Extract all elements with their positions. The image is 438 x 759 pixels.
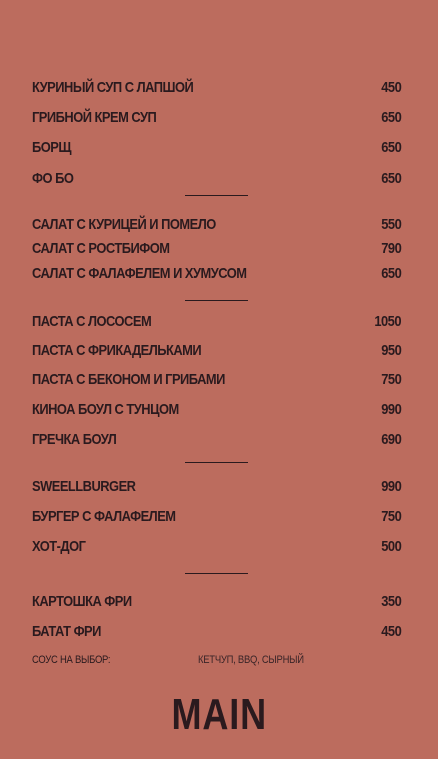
menu-item-name: БАТАТ ФРИ [32, 622, 101, 640]
menu-item-name: САЛАТ С РОСТБИФОМ [32, 239, 170, 257]
sauce-label: СОУС НА ВЫБОР: [32, 654, 111, 666]
menu-item [32, 506, 401, 526]
menu-item [32, 263, 401, 283]
menu-item-price: 650 [381, 138, 401, 156]
menu-item [32, 621, 401, 641]
menu-item [32, 536, 401, 556]
menu-item-price: 550 [381, 215, 401, 233]
menu-item-name: ПАСТА С БЕКОНОМ И ГРИБАМИ [32, 370, 225, 388]
menu-item-name: ПАСТА С ФРИКАДЕЛЬКАМИ [32, 341, 202, 359]
menu-item-name: ХОТ-ДОГ [32, 537, 86, 555]
section-divider [185, 195, 248, 196]
menu-item [32, 429, 401, 449]
sauce-options: КЕТЧУП, BBQ, СЫРНЫЙ [198, 654, 304, 666]
menu-item [32, 476, 401, 496]
menu-item-name: КУРИНЫЙ СУП С ЛАПШОЙ [32, 78, 194, 96]
menu-item-price: 990 [381, 400, 401, 418]
menu-item-price: 650 [381, 108, 401, 126]
menu-item-price: 500 [381, 537, 401, 555]
menu-title-text: MAIN [171, 690, 267, 739]
menu-item [32, 77, 401, 97]
menu-item-price: 650 [381, 169, 401, 187]
menu-item-price: 450 [381, 622, 401, 640]
menu-item-price: 750 [381, 370, 401, 388]
menu-item-price: 690 [381, 430, 401, 448]
menu-item [32, 168, 401, 188]
menu-item [32, 238, 401, 258]
menu-item-name: САЛАТ С ФАЛАФЕЛЕМ И ХУМУСОМ [32, 264, 247, 282]
menu-item-price: 650 [381, 264, 401, 282]
menu-item-name: БУРГЕР С ФАЛАФЕЛЕМ [32, 507, 176, 525]
sauce-choice [32, 654, 412, 670]
menu-item [32, 107, 401, 127]
menu-item [32, 340, 401, 360]
section-divider [185, 573, 248, 574]
menu-item-name: SWEELLBURGER [32, 477, 136, 495]
menu-item-name: САЛАТ С КУРИЦЕЙ И ПОМЕЛО [32, 215, 216, 233]
menu-item-price: 450 [381, 78, 401, 96]
menu-item-price: 1050 [374, 312, 401, 330]
menu-item-name: ГРИБНОЙ КРЕМ СУП [32, 108, 157, 126]
section-divider [185, 300, 248, 301]
menu-item-price: 750 [381, 507, 401, 525]
menu-item-name: ГРЕЧКА БОУЛ [32, 430, 117, 448]
menu-item [32, 214, 401, 234]
menu-item-name: КИНОА БОУЛ С ТУНЦОМ [32, 400, 179, 418]
menu-item-name: БОРЩ [32, 138, 71, 156]
menu-item-price: 950 [381, 341, 401, 359]
menu-item-name: КАРТОШКА ФРИ [32, 592, 132, 610]
menu-item-name: ФО БО [32, 169, 74, 187]
menu-title [0, 690, 438, 740]
menu-item-price: 790 [381, 239, 401, 257]
menu-item-price: 990 [381, 477, 401, 495]
menu-item [32, 369, 401, 389]
menu-item [32, 399, 401, 419]
menu-item [32, 137, 401, 157]
menu-item [32, 311, 401, 331]
menu-item-name: ПАСТА С ЛОСОСЕМ [32, 312, 152, 330]
menu-item-price: 350 [381, 592, 401, 610]
menu-item [32, 591, 401, 611]
section-divider [185, 462, 248, 463]
